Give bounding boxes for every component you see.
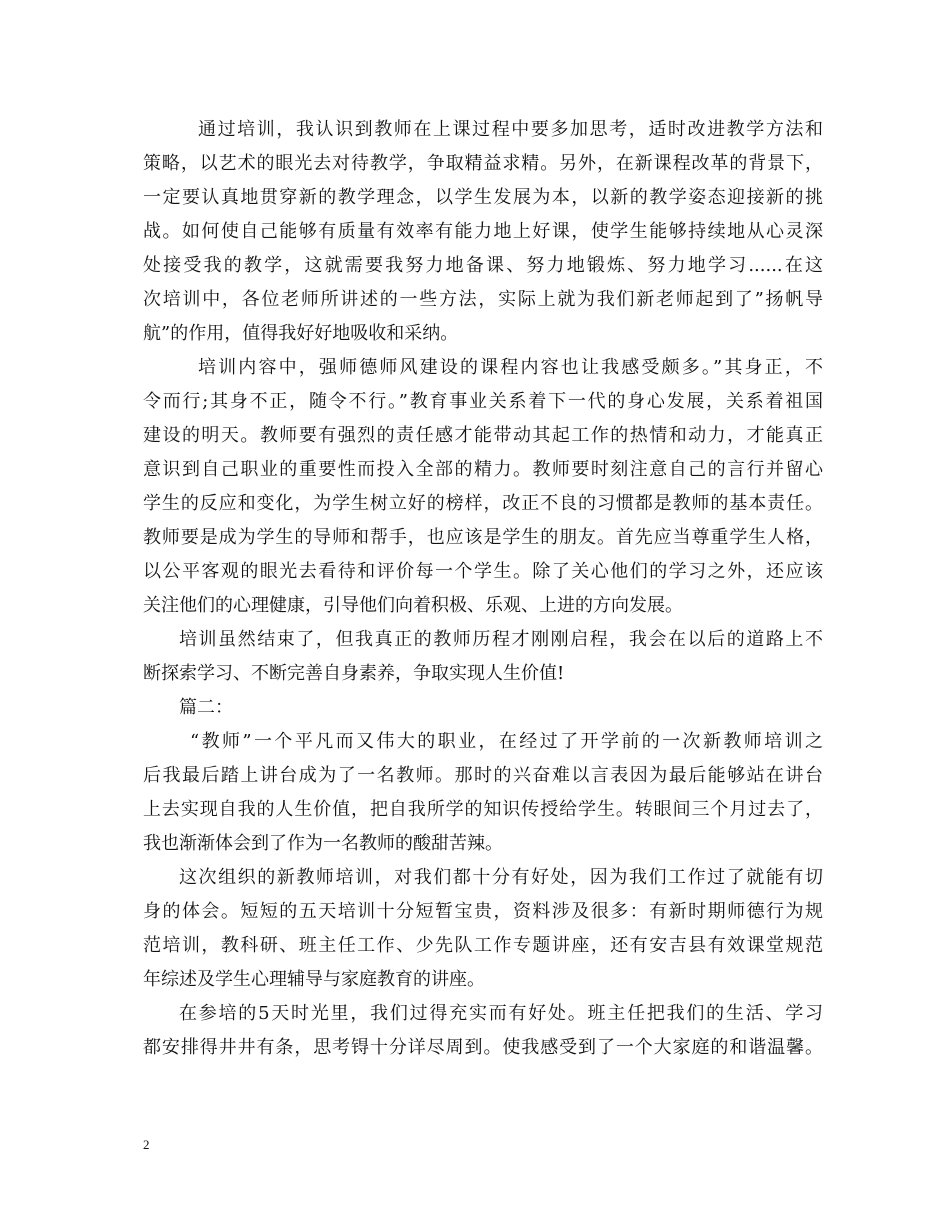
text-line: 一定要认真地贯穿新的教学理念，以学生发展为本，以新的教学姿态迎接新的挑 <box>143 187 823 208</box>
text-line: “教师”一个平凡而又伟大的职业，在经过了开学前的一次新教师培训之 <box>190 731 823 752</box>
text-line: 我也渐渐体会到了作为一名教师的酸甜苦辣。 <box>143 833 503 854</box>
text-line: 通过培训，我认识到教师在上课过程中要多加思考，适时改进教学方法和 <box>198 119 823 140</box>
section-heading: 篇二： <box>179 697 233 718</box>
text-line: 策略，以艺术的眼光去对待教学，争取精益求精。另外，在新课程改革的背景下， <box>143 153 823 174</box>
text-line: 在参培的5天时光里，我们过得充实而有好处。班主任把我们的生活、学习 <box>179 1003 823 1024</box>
text-line: 教师要是成为学生的导师和帮手，也应该是学生的朋友。首先应当尊重学生人格， <box>143 527 823 548</box>
text-line: 航”的作用，值得我好好地吸收和采纳。 <box>143 323 459 344</box>
text-line: 令而行;其身不正，随令不行。”教育事业关系着下一代的身心发展，关系着祖国 <box>143 391 823 412</box>
text-line: 学生的反应和变化，为学生树立好的榜样，改正不良的习惯都是教师的基本责任。 <box>143 493 823 514</box>
text-line: 意识到自己职业的重要性而投入全部的精力。教师要时刻注意自己的言行并留心 <box>143 459 823 480</box>
text-line: 身的体会。短短的五天培训十分短暂宝贵，资料涉及很多：有新时期师德行为规 <box>143 901 823 922</box>
text-line: 关注他们的心理健康，引导他们向着积极、乐观、上进的方向发展。 <box>143 595 683 616</box>
page-number: 2 <box>143 1137 150 1152</box>
text-line: 战。如何使自己能够有质量有效率有能力地上好课，使学生能够持续地从心灵深 <box>143 221 823 242</box>
text-line: 培训虽然结束了，但我真正的教师历程才刚刚启程，我会在以后的道路上不 <box>179 629 823 650</box>
text-line: 上去实现自我的人生价值，把自我所学的知识传授给学生。转眼间三个月过去了， <box>143 799 823 820</box>
text-line: 处接受我的教学，这就需要我努力地备课、努力地锻炼、努力地学习......在这 <box>143 255 823 276</box>
text-line: 后我最后踏上讲台成为了一名教师。那时的兴奋难以言表因为最后能够站在讲台 <box>143 765 823 786</box>
text-line: 年综述及学生心理辅导与家庭教育的讲座。 <box>143 969 485 990</box>
text-line: 培训内容中，强师德师风建设的课程内容也让我感受颇多。”其身正，不 <box>198 357 823 378</box>
text-line: 范培训，教科研、班主任工作、少先队工作专题讲座，还有安吉县有效课堂规范 <box>143 935 823 956</box>
text-line: 断探索学习、不断完善自身素养，争取实现人生价值! <box>143 663 565 684</box>
text-line: 以公平客观的眼光去看待和评价每一个学生。除了关心他们的学习之外，还应该 <box>143 561 823 582</box>
text-line: 都安排得井井有条，思考锝十分详尽周到。使我感受到了一个大家庭的和谐温馨。 <box>143 1037 823 1058</box>
text-line: 这次组织的新教师培训，对我们都十分有好处，因为我们工作过了就能有切 <box>179 867 823 888</box>
text-line: 次培训中，各位老师所讲述的一些方法，实际上就为我们新老师起到了”扬帆导 <box>143 289 823 310</box>
text-line: 建设的明天。教师要有强烈的责任感才能带动其起工作的热情和动力，才能真正 <box>143 425 823 446</box>
